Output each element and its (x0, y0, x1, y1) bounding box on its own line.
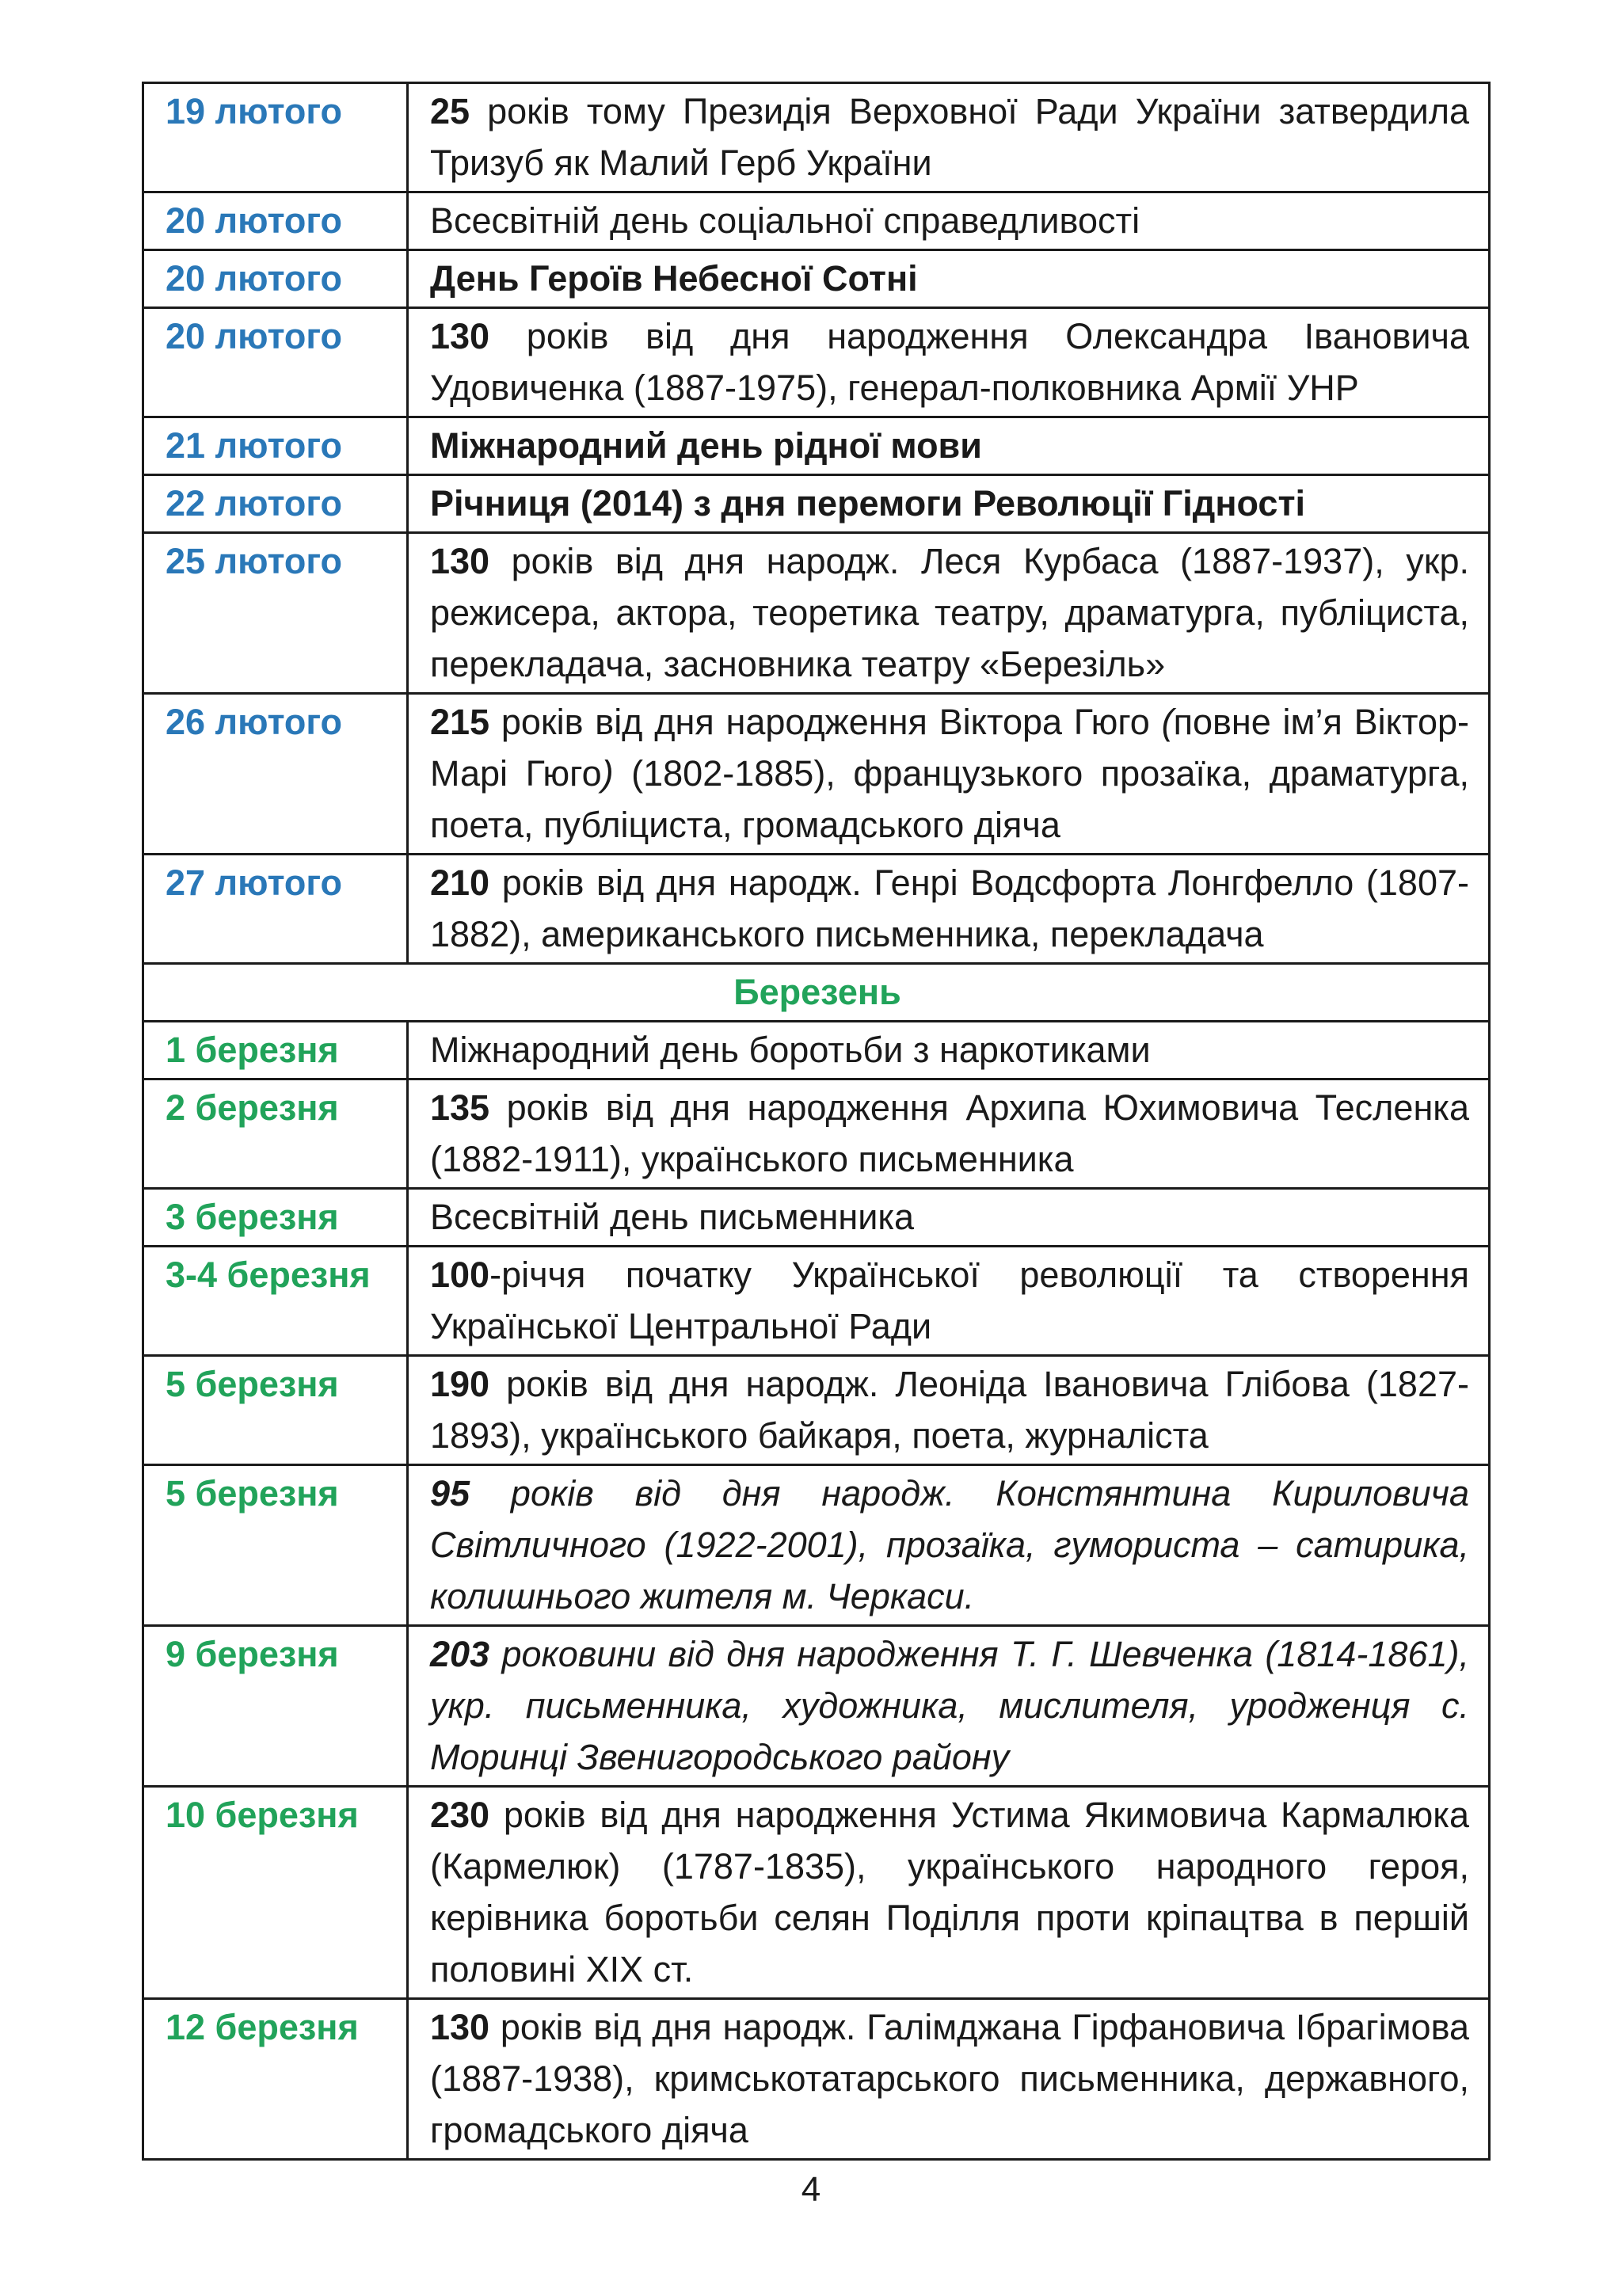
event-row (143, 1465, 1490, 1626)
event-date: 10 березня (143, 1787, 408, 1999)
event-text: Всесвітній день письменника (430, 1197, 915, 1237)
event-row (143, 1787, 1490, 1999)
event-row (143, 1626, 1490, 1787)
event-text: -річчя початку Української революції та створення Української Центральної Ради (430, 1255, 1469, 1346)
event-text: 210 (430, 862, 490, 903)
event-row (143, 1079, 1490, 1189)
event-date: 2 березня (143, 1079, 408, 1189)
event-description (408, 855, 1490, 964)
event-description (408, 475, 1490, 533)
event-description (408, 1465, 1490, 1626)
event-text: 130 (430, 2007, 490, 2047)
event-row (143, 533, 1490, 694)
event-date: 20 лютого (143, 192, 408, 250)
event-description (408, 417, 1490, 475)
event-date: 21 лютого (143, 417, 408, 475)
event-date: 3-4 березня (143, 1247, 408, 1356)
event-text: років від дня народження Устима Якимовича Кармалюка (Кармелюк) (1787-1835), українського народного героя, керівника боротьби селян Поділля проти кріпацтва в першій половині XIX ст. (430, 1795, 1469, 1989)
event-row (143, 694, 1490, 855)
event-text: років від дня народж. Леоніда Івановича Глібова (1827-1893), українського байкаря, поета, журналіста (430, 1364, 1469, 1456)
event-text: Міжнародний день боротьби з наркотиками (430, 1030, 1151, 1070)
event-date: 12 березня (143, 1999, 408, 2160)
event-text: 25 (430, 91, 470, 131)
page-number: 4 (801, 2170, 821, 2209)
event-text: років від дня народження Олександра Івановича Удовиченка (1887-1975), генерал-полковника Армії УНР (430, 316, 1469, 408)
event-description (408, 1787, 1490, 1999)
event-row (143, 250, 1490, 308)
event-date: 20 лютого (143, 250, 408, 308)
event-date: 27 лютого (143, 855, 408, 964)
event-row (143, 855, 1490, 964)
event-row (143, 1356, 1490, 1465)
event-date: 1 березня (143, 1022, 408, 1079)
event-row (143, 1999, 1490, 2160)
event-description (408, 1626, 1490, 1787)
event-text: 203 (430, 1634, 490, 1674)
event-row (143, 475, 1490, 533)
event-text: роковини від дня народження Т. Г. Шевченка (1814-1861), укр. письменника, художника, мислителя, уродженця с. Моринці Звенигородського району (430, 1634, 1469, 1777)
event-text: років від дня народж. Леся Курбаса (1887-1937), укр. режисера, актора, теоретика театру, драматурга, публіциста, перекладача, засновника театру «Березіль» (430, 541, 1469, 684)
event-description (408, 83, 1490, 192)
event-text: років від дня народження Архипа Юхимовича Тесленка (1882-1911), українського письменника (430, 1087, 1469, 1179)
event-text: 230 (430, 1795, 490, 1835)
event-row (143, 83, 1490, 192)
event-text: ) (601, 753, 614, 794)
event-text: 135 (430, 1087, 490, 1128)
event-date: 9 березня (143, 1626, 408, 1787)
event-text: 190 (430, 1364, 490, 1404)
event-date: 5 березня (143, 1356, 408, 1465)
event-row (143, 192, 1490, 250)
event-description (408, 192, 1490, 250)
month-header-row (143, 964, 1490, 1022)
event-date: 3 березня (143, 1189, 408, 1247)
event-row (143, 1247, 1490, 1356)
event-description (408, 1999, 1490, 2160)
event-text: Міжнародний день рідної мови (430, 425, 982, 466)
event-text: 215 (430, 702, 490, 742)
event-text: (1802-1885), французького прозаїка, драматурга, поета, публіциста, громадського діяча (430, 753, 1469, 845)
event-text: 130 (430, 316, 490, 356)
event-date: 22 лютого (143, 475, 408, 533)
event-date: 25 лютого (143, 533, 408, 694)
event-text: років тому Президія Верховної Ради України затвердила Тризуб як Малий Герб України (430, 91, 1469, 183)
event-text: 95 (430, 1473, 470, 1514)
event-text: років від дня народження Віктора Гюго (489, 702, 1162, 742)
event-text: Всесвітній день соціальної справедливості (430, 200, 1140, 241)
event-text: повне ім’я Віктор-Марі Гюго (430, 702, 1469, 794)
event-row (143, 1189, 1490, 1247)
event-text: років від дня народж. Констянтина Кириловича Світличного (1922-2001), прозаїка, гумориста – сатирика, колишнього жителя м. Черкаси. (430, 1473, 1469, 1616)
event-text: 130 (430, 541, 490, 581)
event-text: 100 (430, 1255, 490, 1295)
event-text: День Героїв Небесної Сотні (430, 258, 918, 299)
event-date: 5 березня (143, 1465, 408, 1626)
events-calendar-body (143, 83, 1490, 2160)
event-date: 20 лютого (143, 308, 408, 417)
event-text: років від дня народж. Генрі Водсфорта Лонгфелло (1807-1882), американського письменника, перекладача (430, 862, 1469, 954)
month-header: Березень (143, 964, 1490, 1022)
event-description (408, 1356, 1490, 1465)
event-description (408, 308, 1490, 417)
event-text: років від дня народж. Галімджана Гірфановича Ібрагімова (1887-1938), кримськотатарського письменника, державного, громадського діяча (430, 2007, 1469, 2150)
event-date: 19 лютого (143, 83, 408, 192)
event-description (408, 250, 1490, 308)
event-description (408, 1247, 1490, 1356)
event-description (408, 533, 1490, 694)
event-text: Річниця (2014) з дня перемоги Революції Гідності (430, 483, 1306, 524)
events-calendar-table (142, 82, 1491, 2161)
event-description (408, 1022, 1490, 1079)
event-text: ( (1161, 702, 1174, 742)
event-description (408, 694, 1490, 855)
event-description (408, 1079, 1490, 1189)
event-row (143, 1022, 1490, 1079)
event-row (143, 308, 1490, 417)
event-date: 26 лютого (143, 694, 408, 855)
event-description (408, 1189, 1490, 1247)
event-row (143, 417, 1490, 475)
